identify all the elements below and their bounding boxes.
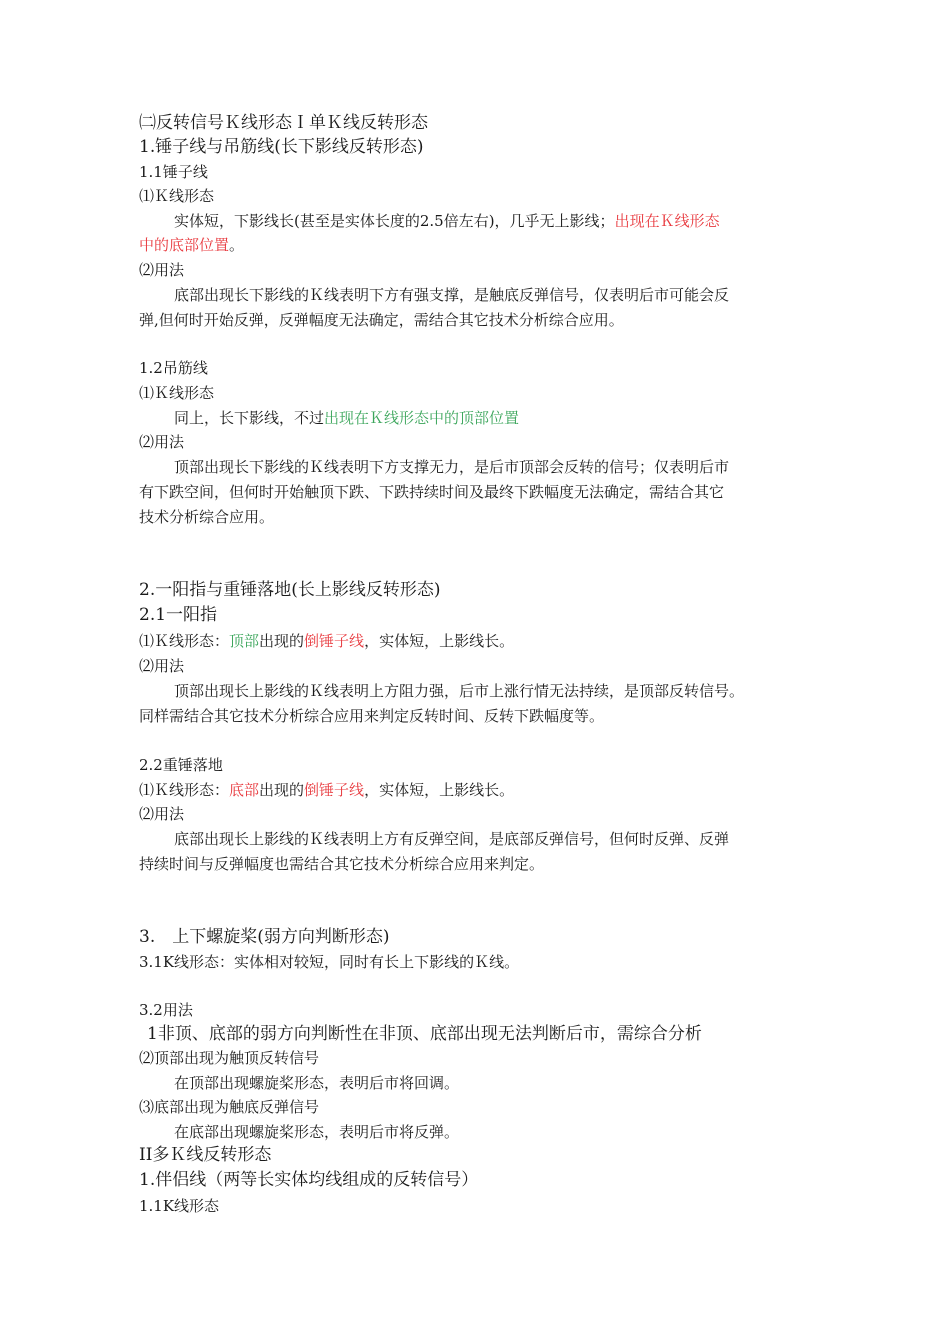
usage-paragraph: 弹,但何时开始反弹，反弹幅度无法确定，需结合其它技术分析综合应用。 (139, 311, 624, 329)
highlight-red: 倒锤子线 (304, 781, 365, 799)
usage-point-2-label: ⑵顶部出现为触顶反转信号 (139, 1049, 320, 1067)
section-2-title: 2.一阳指与重锤落地(长上影线反转形态) (139, 580, 441, 600)
highlight-red: 底部 (229, 781, 260, 799)
highlight-red: 中的底部位置 (139, 236, 230, 254)
kline-form-line: 3.1K线形态：实体相对较短，同时有长上下影线的Ｋ线。 (139, 953, 520, 971)
usage-label: ⑵用法 (139, 657, 185, 675)
usage-point-3-text: 在底部出现螺旋桨形态，表明后市将反弹。 (174, 1123, 460, 1141)
usage-point-3-label: ⑶底部出现为触底反弹信号 (139, 1098, 320, 1116)
usage-paragraph: 底部出现长下影线的Ｋ线表明下方有强支撑，是触底反弹信号，仅表明后市可能会反 (174, 286, 730, 304)
usage-paragraph: 技术分析综合应用。 (139, 508, 275, 526)
usage-point-2-text: 在顶部出现螺旋桨形态，表明后市将回调。 (174, 1074, 460, 1092)
kline-form-label: ⑴Ｋ线形态 (139, 384, 215, 402)
subsection-2-2-title: 2.2重锤落地 (139, 756, 223, 774)
hanging-description (174, 408, 519, 428)
label-text: 出现的 (259, 632, 305, 650)
usage-paragraph: 顶部出现长下影线的Ｋ线表明下方支撑无力，是后市顶部会反转的信号；仅表明后市 (174, 458, 730, 476)
highlight-red: 倒锤子线 (304, 632, 365, 650)
subsection-1-1-title: 1.1锤子线 (139, 163, 208, 181)
subsection-1-2-title: 1.2吊筋线 (139, 359, 208, 377)
kline-form-line (139, 631, 514, 651)
label-text: ，实体短，上影线长。 (364, 632, 515, 650)
subsection-2-1-title: 2.1一阳指 (139, 605, 218, 625)
label-text: 出现的 (259, 781, 305, 799)
part-2-section-1-title: 1.伴侣线（两等长实体均线组成的反转信号） (139, 1170, 479, 1190)
label-text: ⑴Ｋ线形态： (139, 632, 230, 650)
hammer-description (174, 211, 720, 231)
kline-form-label: ⑴Ｋ线形态 (139, 187, 215, 205)
usage-paragraph: 有下跌空间，但何时开始触顶下跌、下跌持续时间及最终下跌幅度无法确定，需结合其它 (139, 483, 725, 501)
usage-paragraph: 顶部出现长上影线的Ｋ线表明上方阻力强，后市上涨行情无法持续，是顶部反转信号。 (174, 682, 745, 700)
usage-title: 3.2用法 (139, 1001, 193, 1019)
kline-form-line (139, 780, 514, 800)
description-text: 实体短，下影线长(甚至是实体长度的2.5倍左右)，几乎无上影线； (174, 212, 615, 230)
usage-label: ⑵用法 (139, 261, 185, 279)
usage-label: ⑵用法 (139, 805, 185, 823)
section-1-title: 1.锤子线与吊筋线(长下影线反转形态) (139, 137, 424, 157)
usage-paragraph: 持续时间与反弹幅度也需结合其它技术分析综合应用来判定。 (139, 855, 545, 873)
highlight-red: 出现在Ｋ线形态 (614, 212, 720, 230)
part-2-subsection-1-1-title: 1.1K线形态 (139, 1197, 220, 1215)
usage-paragraph: 同样需结合其它技术分析综合应用来判定反转时间、反转下跌幅度等。 (139, 707, 605, 725)
usage-label: ⑵用法 (139, 433, 185, 451)
section-3-title: 3. 上下螺旋桨(弱方向判断形态) (139, 927, 390, 947)
hammer-description-cont (139, 235, 244, 255)
label-text: ⑴Ｋ线形态： (139, 781, 230, 799)
description-text: 。 (229, 236, 245, 254)
label-text: ，实体短，上影线长。 (364, 781, 515, 799)
description-text: 同上，长下影线，不过 (174, 409, 325, 427)
usage-paragraph: 底部出现长上影线的Ｋ线表明上方有反弹空间，是底部反弹信号，但何时反弹、反弹 (174, 830, 730, 848)
usage-point-1: 1非顶、底部的弱方向判断性在非顶、底部出现无法判断后市，需综合分析 (147, 1024, 702, 1044)
highlight-green: 顶部 (229, 632, 260, 650)
section-heading: ㈡反转信号Ｋ线形态Ｉ单Ｋ线反转形态 (139, 113, 428, 133)
highlight-green: 出现在Ｋ线形态中的顶部位置 (324, 409, 520, 427)
part-2-heading: II多Ｋ线反转形态 (139, 1145, 272, 1165)
